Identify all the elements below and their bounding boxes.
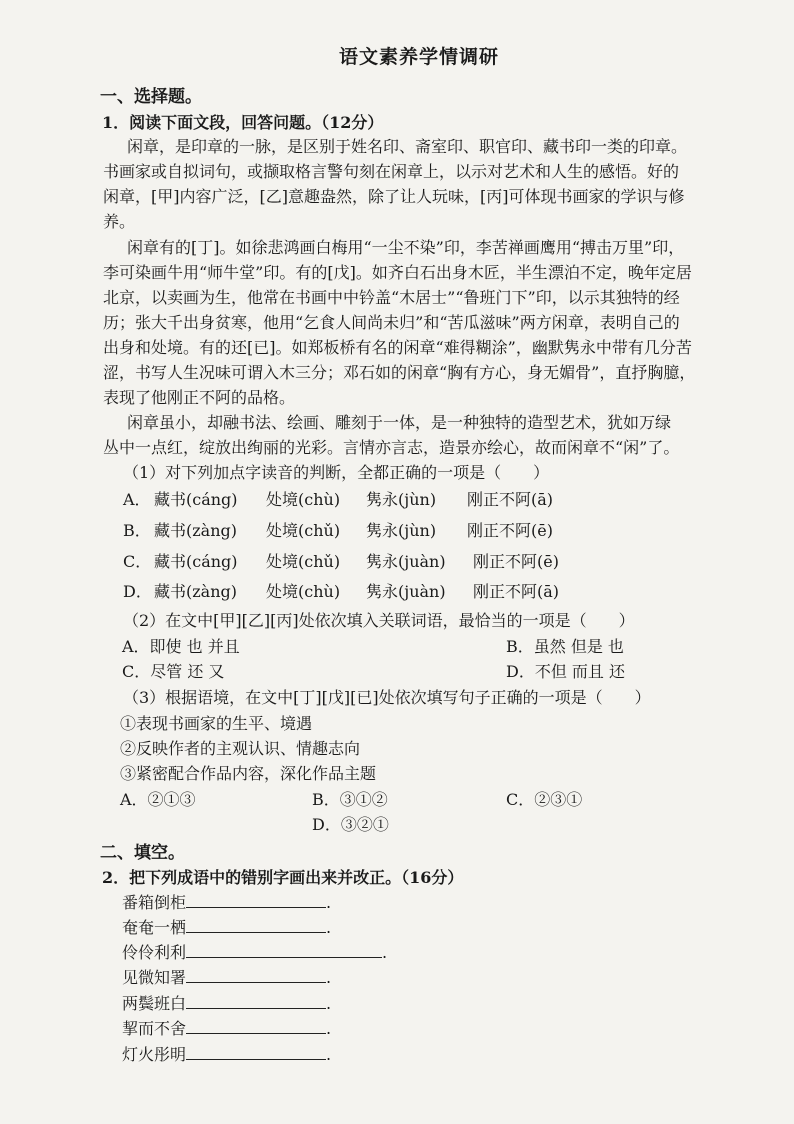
q1-sub3-item-1: ①表现书画家的生平、境遇 [120, 714, 313, 733]
option-c-word-4: 刚正不阿(ē) [473, 552, 559, 571]
option-c-word-3: 隽永(juàn) [366, 552, 446, 571]
passage-line: 丛中一点红，绽放出绚丽的光彩。言情亦言志，造景亦绘心，故而闲章不“闲”了。 [103, 438, 680, 457]
option-b-word-3: 隽永(jùn) [366, 521, 437, 540]
q1-sub2-option-b: B．虽然 但是 也 [506, 637, 624, 656]
option-b-word-4: 刚正不阿(ē) [467, 521, 553, 540]
idiom-text: 伶伶利利 [122, 943, 187, 962]
passage-line: 闲章虽小，却融书法、绘画、雕刻于一体，是一种独特的造型艺术，犹如万绿 [127, 413, 672, 432]
answer-blank[interactable] [186, 992, 326, 1009]
q1-sub2-stem: （2）在文中[甲][乙][丙]处依次填入关联词语，最恰当的一项是（ ） [123, 611, 635, 630]
option-c-word-2: 处境(chǔ) [266, 552, 341, 571]
option-a-word-4: 刚正不阿(ā) [467, 490, 554, 509]
q1-sub2-option-c: C．尽管 还 又 [122, 662, 225, 681]
option-d-word-3: 隽永(juàn) [366, 582, 446, 601]
section-2-heading: 二、填空。 [100, 843, 185, 863]
answer-blank[interactable] [186, 916, 326, 933]
answer-blank[interactable] [186, 891, 326, 908]
idiom-text: 见微知署 [122, 968, 187, 987]
option-d-word-1: 藏书(zàng) [154, 582, 238, 601]
q2-stem: 2．把下列成语中的错别字画出来并改正。（16分） [102, 868, 464, 887]
option-d-word-2: 处境(chù) [266, 582, 341, 601]
idiom-text: 灯火彤明 [122, 1045, 187, 1064]
idiom-item: 挈而不舍 . [122, 1019, 332, 1038]
idiom-text: 挈而不舍 [122, 1019, 187, 1038]
q1-sub3-item-2: ②反映作者的主观认识、情趣志向 [120, 739, 361, 758]
answer-blank[interactable] [186, 1017, 326, 1034]
section-1-heading: 一、选择题。 [100, 87, 202, 107]
option-a-letter: A． [123, 490, 151, 509]
option-b-letter: B． [123, 521, 151, 540]
answer-blank[interactable] [186, 966, 326, 983]
idiom-item: 灯火彤明 . [122, 1045, 332, 1064]
option-c-letter: C． [123, 552, 152, 571]
idiom-text: 番箱倒柜 [122, 893, 187, 912]
option-b-word-2: 处境(chǔ) [266, 521, 341, 540]
passage-line: 养。 [103, 212, 136, 231]
q1-sub2-option-a: A．即使 也 并且 [122, 637, 240, 656]
passage-line: 涩，书写人生况味可谓入木三分；邓石如的闲章“胸有方心，身无媚骨”，直抒胸臆， [103, 363, 696, 382]
option-b-word-1: 藏书(zàng) [154, 521, 238, 540]
q1-sub1-stem: （1）对下列加点字读音的判断，全都正确的一项是（ ） [123, 463, 550, 482]
option-c-word-1: 藏书(cáng) [154, 552, 238, 571]
idiom-item: 伶伶利利 . [122, 943, 388, 962]
passage-line: 表现了他刚正不阿的品格。 [103, 388, 296, 407]
option-a-word-3: 隽永(jùn) [366, 490, 437, 509]
passage-line: 出身和处境。有的还[已]。如郑板桥有名的闲章“难得糊涂”，幽默隽永中带有几分苦 [103, 338, 692, 357]
idiom-item: 两鬓班白 . [122, 994, 332, 1013]
idiom-item: 奄奄一栖 . [122, 918, 332, 937]
idiom-item: 番箱倒柜 . [122, 893, 332, 912]
idiom-item: 见微知署 . [122, 968, 332, 987]
passage-line: 书画家或自拟词句，或撷取格言警句刻在闲章上，以示对艺术和人生的感悟。好的 [103, 162, 680, 181]
q1-sub3-option-d: D．③②① [312, 815, 389, 834]
passage-line: 闲章有的[丁]。如徐悲鸿画白梅用“一尘不染”印，李苦禅画鹰用“搏击万里”印， [127, 238, 685, 257]
q1-sub2-option-d: D．不但 而且 还 [506, 662, 626, 681]
option-a-word-2: 处境(chù) [266, 490, 341, 509]
passage-line: 北京，以卖画为生，他常在书画中中钤盖“木居士”“鲁班门下”印，以示其独特的经 [103, 288, 680, 307]
option-d-letter: D． [123, 582, 152, 601]
option-a-word-1: 藏书(cáng) [154, 490, 238, 509]
q1-sub3-stem: （3）根据语境，在文中[丁][戊][已]处依次填写句子正确的一项是（ ） [123, 688, 651, 707]
q1-sub3-option-a: A．②①③ [120, 790, 196, 809]
q1-stem: 1．阅读下面文段，回答问题。（12分） [102, 113, 384, 132]
passage-line: 闲章，是印章的一脉，是区别于姓名印、斋室印、职官印、藏书印一类的印章。 [127, 137, 688, 156]
q1-sub3-option-c: C．②③① [506, 790, 583, 809]
passage-line: 闲章，[甲]内容广泛，[乙]意趣盎然，除了让人玩味，[丙]可体现书画家的学识与修 [103, 187, 685, 206]
answer-blank[interactable] [186, 941, 382, 958]
idiom-text: 两鬓班白 [122, 994, 187, 1013]
passage-line: 历；张大千出身贫寒，他用“乞食人间尚未归”和“苦瓜滋味”两方闲章，表明自己的 [103, 313, 680, 332]
answer-blank[interactable] [186, 1043, 326, 1060]
option-d-word-4: 刚正不阿(ā) [473, 582, 560, 601]
page-title: 语文素养学情调研 [339, 46, 500, 68]
q1-sub3-item-3: ③紧密配合作品内容，深化作品主题 [120, 764, 377, 783]
idiom-text: 奄奄一栖 [122, 918, 187, 937]
q1-sub3-option-b: B．③①② [312, 790, 388, 809]
passage-line: 李可染画牛用“师牛堂”印。有的[戊]。如齐白石出身木匠，半生漂泊不定，晚年定居 [103, 263, 692, 282]
